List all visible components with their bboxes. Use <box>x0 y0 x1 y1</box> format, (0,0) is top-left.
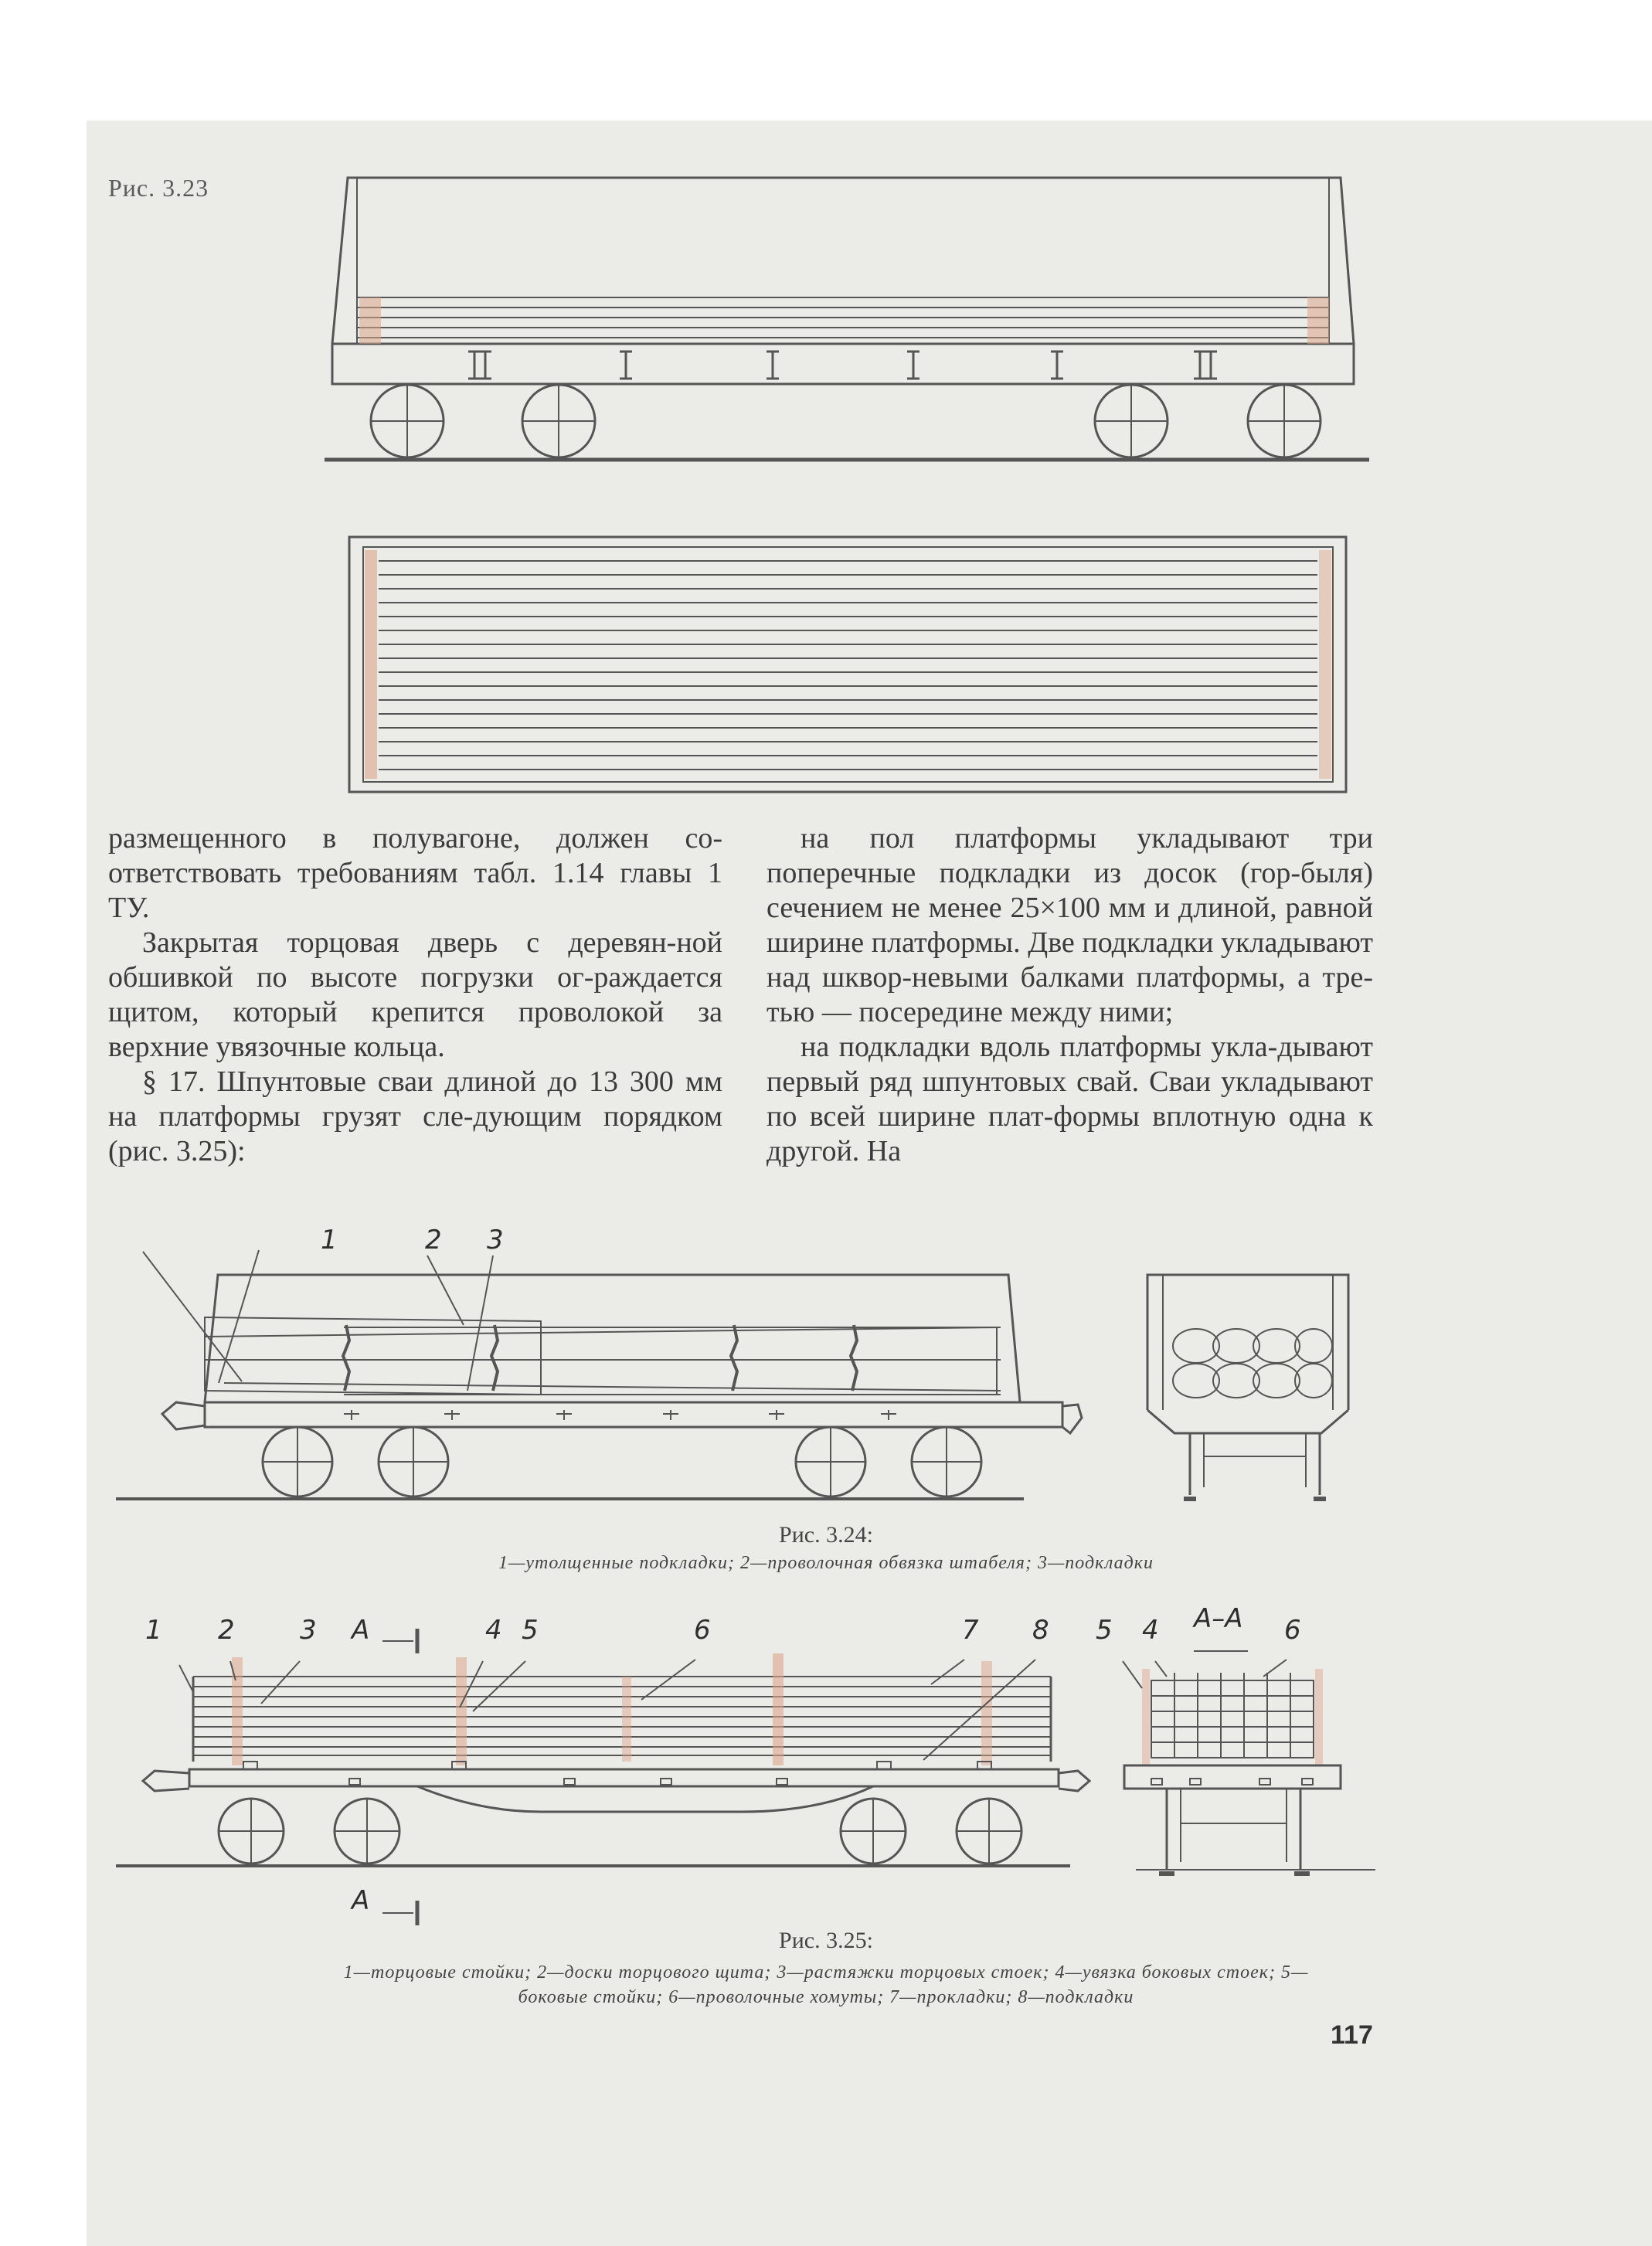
figure-3-25-legend-line-2: боковые стойки; 6—проволочные хомуты; 7—прокладки; 8—подкладки <box>518 1987 1134 2007</box>
figure-3-23-label: Рис. 3.23 <box>108 174 209 202</box>
paragraph: § 17. Шпунтовые сваи длиной до 13 300 мм на платформы грузят сле-дующим порядком (рис. 3.25): <box>108 1065 722 1167</box>
figure-3-24-legend: 1—утолщенные подкладки; 2—проволочная обвязка штабеля; 3—подкладки <box>498 1553 1154 1573</box>
callout-3: 3 <box>300 1615 317 1646</box>
callout-6: 6 <box>694 1615 711 1646</box>
callout-5: 5 <box>522 1615 539 1646</box>
paragraph: на пол платформы укладывают три поперечные подкладки из досок (гор-быля) сечением не менее 25×100 мм и длиной, равной ширине платформы. Две подкладки укладывают над шквор-невыми балками платформы, а тре-тью — посередине между ними; <box>767 822 1373 1028</box>
callout-7: 7 <box>962 1615 979 1646</box>
side-callout-4: 4 <box>1142 1615 1159 1646</box>
paragraph: Закрытая торцовая дверь с деревян-ной обшивкой по высоте погрузки ог-раждается щитом, который крепится проволокой за верхние увязочные кольца. <box>108 926 722 1063</box>
figure-3-25-title: Рис. 3.25: <box>779 1928 873 1953</box>
figure-3-25-legend-line-1: 1—торцовые стойки; 2—доски торцового щита; 3—растяжки торцовых стоек; 4—увязка боковых стоек; 5— <box>343 1962 1309 1983</box>
section-title: А–А <box>1194 1603 1243 1634</box>
callout-3: 3 <box>487 1225 504 1256</box>
callout-1: 1 <box>145 1615 162 1646</box>
figure-3-24-title: Рис. 3.24: <box>779 1522 873 1548</box>
paragraph: размещенного в полувагоне, должен со-ответствовать требованиям табл. 1.14 главы 1 ТУ. <box>108 822 722 924</box>
side-callout-6: 6 <box>1284 1615 1301 1646</box>
side-callout-5: 5 <box>1096 1615 1113 1646</box>
page-margin <box>1487 0 1652 121</box>
callout-2: 2 <box>425 1225 442 1256</box>
page-number: 117 <box>1331 2020 1373 2050</box>
left-column <box>108 821 722 1169</box>
paragraph: на подкладки вдоль платформы укла-дывают первый ряд шпунтовых свай. Сваи укладывают по всей ширине плат-формы вплотную одна к другой. На <box>767 1031 1373 1167</box>
callout-1: 1 <box>321 1225 338 1256</box>
section-marker-top: А <box>352 1615 370 1646</box>
section-marker-bottom: А <box>352 1885 370 1916</box>
callout-8: 8 <box>1032 1615 1049 1646</box>
callout-2: 2 <box>218 1615 235 1646</box>
right-column <box>767 821 1373 1169</box>
callout-4: 4 <box>485 1615 502 1646</box>
